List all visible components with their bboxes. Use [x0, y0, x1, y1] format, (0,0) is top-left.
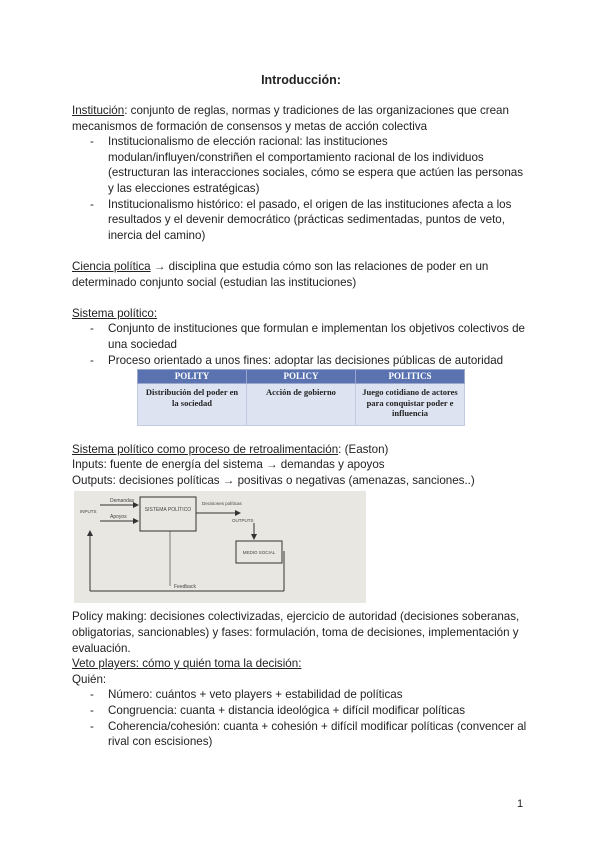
- table-cell: Acción de gobierno: [247, 384, 356, 426]
- demandas-label: Demandas: [110, 498, 135, 505]
- ciencia-paragraph: [72, 259, 530, 290]
- retro-author: : (Easton): [338, 442, 389, 456]
- table-cell: Juego cotidiano de actores para conquistar poder e influencia: [356, 384, 465, 426]
- table-header-policy: POLICY: [247, 370, 356, 384]
- ciencia-term: Ciencia política: [72, 259, 151, 273]
- document-page: [72, 72, 530, 750]
- retro-paragraph: [72, 442, 530, 458]
- institucion-list: [72, 134, 530, 243]
- feedback-label: Feedback: [174, 584, 196, 591]
- table-header-politics: POLITICS: [356, 370, 465, 384]
- list-item: - Número: cuántos + veto players + estabilidad de políticas: [108, 687, 530, 703]
- policy-making-paragraph: Policy making: decisiones colectivizadas, ejercicio de autoridad (decisiones soberanas, obligatorias, sancionables) y fases: formulación, toma de decisiones, implementación y evaluación.: [72, 610, 520, 655]
- sistema-label: SISTEMA POLÍTICO: [144, 507, 192, 514]
- photo-background: [74, 491, 366, 603]
- outputs-line: Outputs: decisiones políticas → positivas o negativas (amenazas, sanciones..): [72, 473, 475, 487]
- list-item: - Coherencia/cohesión: cuanta + cohesión + difícil modificar políticas (convencer al rival con escisiones): [108, 719, 530, 750]
- institucion-definition: : conjunto de reglas, normas y tradiciones de las organizaciones que crean mecanismos de formación de consensos y metas de acción colectiva: [72, 104, 509, 133]
- page-title: Introducción:: [261, 73, 341, 87]
- inputs-label: INPUTS: [80, 509, 97, 515]
- sistema-heading: Sistema político:: [72, 306, 158, 320]
- table-header-polity: POLITY: [138, 370, 247, 384]
- table-cell: Distribución del poder en la sociedad: [138, 384, 247, 426]
- veto-heading: Veto players: cómo y quién toma la decisión:: [72, 657, 302, 671]
- ciencia-definition: → disciplina que estudia cómo son las relaciones de poder en un determinado conjunto social (estudian las instituciones): [72, 259, 489, 289]
- medio-label: MEDIO SOCIAL: [242, 550, 276, 556]
- inputs-line: Inputs: fuente de energía del sistema → demandas y apoyos: [72, 458, 385, 472]
- list-item: - Institucionalismo histórico: el pasado, el origen de las instituciones afecta a los resultados y el devenir democrático (prácticas sedimentadas, puntos de veto, inercia del camino): [108, 197, 530, 244]
- page-number: 1: [517, 798, 524, 810]
- veto-list: [72, 687, 530, 749]
- polity-policy-politics-table: [137, 369, 465, 426]
- institucion-paragraph: [72, 103, 530, 134]
- decisiones-label: Decisiones políticas: [202, 501, 242, 507]
- institucion-term: Institución: [72, 104, 125, 117]
- apoyos-label: Apoyos: [110, 514, 127, 521]
- list-item: - Congruencia: cuanta + distancia ideológica + difícil modificar políticas: [108, 703, 530, 719]
- list-item: - Institucionalismo de elección racional: las instituciones modulan/influyen/constriñen el comportamiento racional de los individuos (estructuran las interacciones sociales, cómo se espera que actúen las personas y las elecciones estratégicas): [108, 134, 530, 196]
- outputs-diagram-label: OUTPUTS: [232, 518, 254, 524]
- retro-term: Sistema político como proceso de retroalimentación: [72, 442, 339, 456]
- quien-label: Quién:: [72, 672, 107, 686]
- easton-diagram-image: [74, 491, 366, 603]
- list-item: - Conjunto de instituciones que formulan e implementan los objetivos colectivos de una sociedad: [108, 321, 530, 352]
- sistema-list: [72, 321, 530, 368]
- list-item: - Proceso orientado a unos fines: adoptar las decisiones públicas de autoridad: [108, 353, 530, 369]
- easton-diagram: [74, 491, 366, 603]
